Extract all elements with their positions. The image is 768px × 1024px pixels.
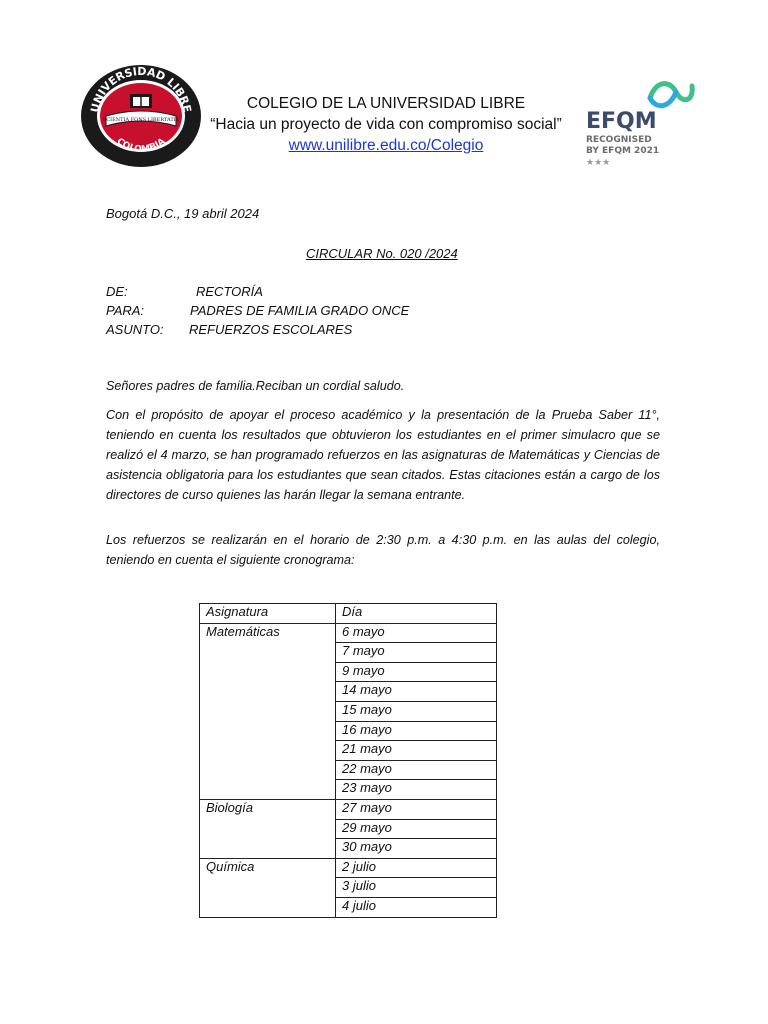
day-cell: 2 julio <box>336 858 497 878</box>
day-cell: 23 mayo <box>336 780 497 800</box>
day-cell: 21 mayo <box>336 741 497 761</box>
schedule-table <box>199 603 497 918</box>
subject-cell: Matemáticas <box>200 623 336 643</box>
subject-row <box>106 322 353 337</box>
table-row <box>200 897 497 917</box>
subject-cell: Química <box>200 858 336 878</box>
table-row <box>200 721 497 741</box>
day-cell: 6 mayo <box>336 623 497 643</box>
letterhead <box>200 94 572 157</box>
day-cell: 4 julio <box>336 897 497 917</box>
paragraph-schedule-intro: Los refuerzos se realizarán en el horario de 2:30 p.m. a 4:30 p.m. en las aulas del colegio, teniendo en cuenta el siguiente cronograma: <box>106 533 660 567</box>
school-motto: “Hacia un proyecto de vida con compromiso social” <box>210 116 562 133</box>
table-row <box>200 701 497 721</box>
header-day: Día <box>336 604 497 624</box>
day-cell: 30 mayo <box>336 839 497 859</box>
header-subject: Asignatura <box>200 604 336 624</box>
greeting: Señores padres de familia.Reciban un cordial saludo. <box>106 379 405 393</box>
day-cell: 15 mayo <box>336 701 497 721</box>
efqm-line1: RECOGNISED <box>586 135 652 145</box>
efqm-stars: ★★★ <box>586 158 611 168</box>
table-row <box>200 858 497 878</box>
efqm-line2: BY EFQM 2021 <box>586 146 660 156</box>
day-cell: 3 julio <box>336 878 497 898</box>
table-row <box>200 878 497 898</box>
efqm-brand: EFQM <box>586 109 657 134</box>
from-value: RECTORÍA <box>196 284 263 299</box>
website-link[interactable]: www.unilibre.edu.co/Colegio <box>288 137 484 154</box>
table-header-row <box>200 604 497 624</box>
day-cell: 16 mayo <box>336 721 497 741</box>
logo-ribbon-text: SCIENTIA FONS LIBERTATIS <box>102 117 180 123</box>
table-row <box>200 643 497 663</box>
table-row <box>200 682 497 702</box>
table-row <box>200 799 497 819</box>
to-row <box>106 303 410 318</box>
from-label: DE: <box>106 284 128 299</box>
table-row <box>200 819 497 839</box>
circular-number: CIRCULAR No. 020 /2024 <box>306 246 458 261</box>
subject-value: REFUERZOS ESCOLARES <box>189 322 353 337</box>
to-value: PADRES DE FAMILIA GRADO ONCE <box>190 303 410 318</box>
day-cell: 7 mayo <box>336 643 497 663</box>
table-row <box>200 760 497 780</box>
paragraph-purpose: Con el propósito de apoyar el proceso académico y la presentación de la Prueba Saber 11°, teniendo en cuenta los resultados que obtuvieron los estudiantes en el primer simulacro que se realizó el 4 marzo, se han programado refuerzos en las asignaturas de Matemáticas y Ciencias de asistencia obligatoria para los estudiantes que sean citados. Estas citaciones están a cargo de los directores de curso quienes las harán llegar la semana entrante. <box>106 408 660 502</box>
letter-date: Bogotá D.C., 19 abril 2024 <box>106 206 260 221</box>
to-label: PARA: <box>106 303 145 318</box>
logo-bottom-text: COLOMBIA <box>114 136 168 155</box>
day-cell: 9 mayo <box>336 662 497 682</box>
school-name: COLEGIO DE LA UNIVERSIDAD LIBRE <box>246 95 526 112</box>
subject-cell: Biología <box>200 799 336 819</box>
efqm-logo <box>584 76 702 168</box>
day-cell: 29 mayo <box>336 819 497 839</box>
subject-label: ASUNTO: <box>106 322 164 337</box>
table-row <box>200 741 497 761</box>
table-row <box>200 780 497 800</box>
universidad-libre-logo <box>80 64 202 168</box>
day-cell: 27 mayo <box>336 799 497 819</box>
table-row <box>200 662 497 682</box>
day-cell: 14 mayo <box>336 682 497 702</box>
table-row <box>200 839 497 859</box>
from-row <box>106 284 263 299</box>
day-cell: 22 mayo <box>336 760 497 780</box>
table-row <box>200 623 497 643</box>
logo-top-text: UNIVERSIDAD LIBRE <box>88 64 194 114</box>
